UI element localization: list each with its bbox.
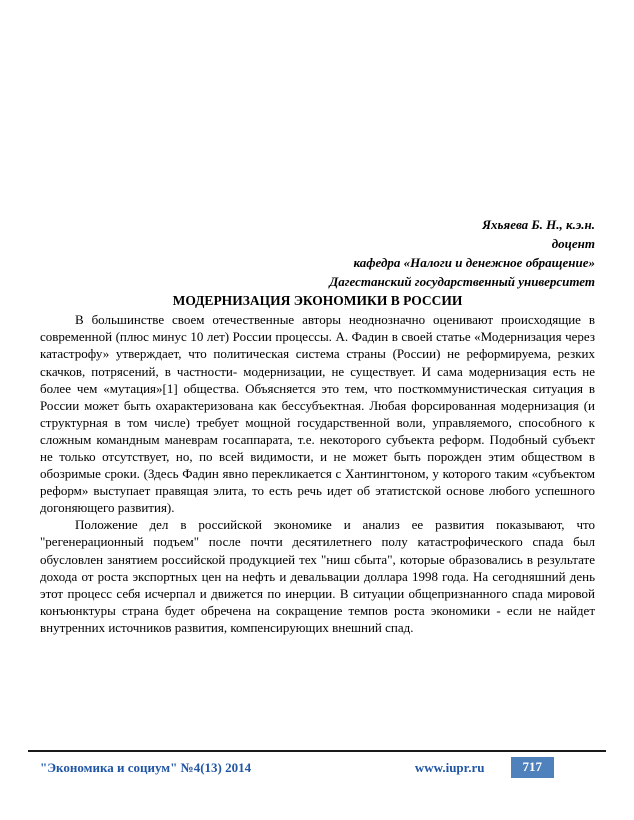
footer-row	[28, 757, 606, 778]
author-university: Дагестанский государственный университет	[329, 273, 595, 289]
page-number-badge: 717	[511, 757, 555, 778]
footer-divider	[28, 750, 606, 752]
article-title: МОДЕРНИЗАЦИЯ ЭКОНОМИКИ В РОССИИ	[172, 293, 463, 309]
author-block	[40, 216, 595, 291]
author-department: кафедра «Налоги и денежное обращение»	[353, 254, 595, 270]
author-name: Яхьяева Б. Н., к.э.н.	[482, 217, 595, 232]
page-footer	[28, 750, 606, 778]
page-content	[40, 216, 595, 636]
author-position: доцент	[551, 235, 595, 251]
website-link[interactable]: www.iupr.ru	[414, 759, 485, 775]
body-paragraph-2: Положение дел в российской экономике и анализ ее развития показывают, что "регенерационный подъем" после почти десятилетнего полу катастрофического спада был обусловлен занятием российской продукцией тех "ниш сбыта", которые образовались в результате дохода от роста экспортных цен на нефть и девальвации доллара 1998 года. На сегодняшний день этот процесс себя исчерпал и движется по инерции. В ситуации общепризнанного спада мировой конъюнктуры страна будет обречена на сокращение темпов роста экономики - если не найдет внутренних источников развития, компенсирующих внешний спад.	[40, 517, 595, 635]
journal-title: "Экономика и социум" №4(13) 2014	[40, 759, 252, 775]
body-paragraph-1: В большинстве своем отечественные авторы неоднозначно оценивают происходящие в современной (плюс минус 10 лет) России процессы. А. Фадин в своей статье «Модернизация через катастрофу» утверждает, что политическая система страны (России) не реформируема, резких скачков, потрясений, в частности- модернизации, не существует. И сама модернизация есть не более чем «мутация»[1] общества. Объясняется это тем, что посткоммунистическая ситуация в России может быть охарактеризована как бессубъектная. Любая форсированная модернизация (и структурная в том числе) требует мощной государственной воли, управляемого, способного к сложным командным маневрам госаппарата, т.е. некоторого субъекта реформ. Подобный субъект не только отсутствует, но, по всей видимости, и не может быть порожден этим обществом в обозримые сроки. (Здесь Фадин явно перекликается с Хантингтоном, у которого таким «субъектом реформ» выступает правящая элита, то есть речь идет об этатистской основе любого успешного догоняющего развития).	[40, 312, 595, 516]
